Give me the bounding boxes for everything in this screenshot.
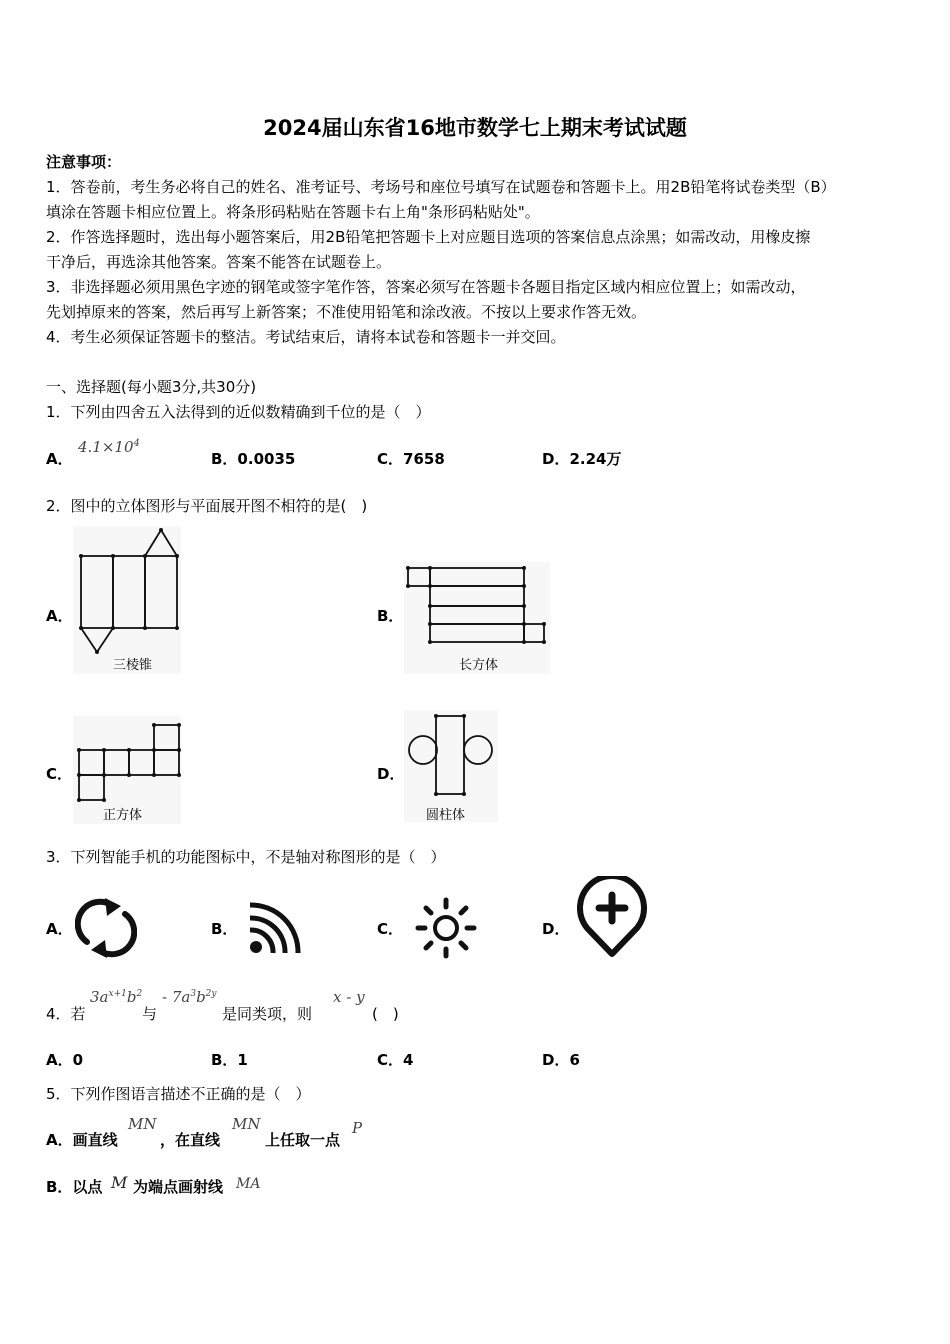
q5-a-point-p: P: [352, 1119, 363, 1137]
figure-caption: 圆柱体: [426, 808, 466, 823]
q4-option-b: B．1: [211, 1051, 248, 1069]
page-title: 2024届山东省16地市数学七上期末考试试题: [263, 116, 687, 140]
q4-expression: x - y: [333, 988, 365, 1006]
q2-option-d-label: D．: [377, 765, 405, 783]
q1-option-b: B．0.0035: [211, 450, 296, 468]
q1-option-c: C．7658: [377, 450, 445, 468]
figure-caption: 三棱锥: [113, 658, 153, 673]
q4-tail: 是同类项，则: [222, 1005, 313, 1023]
q4-term1: [90, 988, 142, 1006]
q4-term1-exp1: x+1: [108, 989, 127, 999]
q4-option-c: C．4: [377, 1051, 414, 1069]
figure-caption: 正方体: [103, 808, 143, 823]
q5-b-ray-ma: MA: [236, 1176, 261, 1192]
brightness-sun-icon: [414, 897, 478, 959]
notice-heading: 注意事项：: [46, 153, 122, 171]
q4-mid: 与: [142, 1005, 158, 1023]
question-5-stem: 5．下列作图语言描述不正确的是（ ）: [46, 1085, 311, 1103]
q4-term2-exp1: 3: [190, 989, 197, 999]
q5-option-a-mid: ，在直线: [160, 1131, 221, 1149]
wifi-signal-icon: [246, 900, 304, 958]
q1-a-exponent: 4: [133, 438, 140, 449]
cuboid-net-figure: [404, 562, 550, 674]
q1-option-d: D．2.24万: [542, 450, 622, 468]
add-location-pin-icon: [575, 876, 649, 958]
notice-line: 4．考生必须保证答题卡的整洁。考试结束后，请将本试卷和答题卡一并交回。: [46, 328, 566, 346]
q5-b-point-m: M: [111, 1173, 128, 1192]
cube-net-figure: [73, 716, 181, 824]
question-2-stem: 2．图中的立体图形与平面展开图不相符的是( ): [46, 497, 368, 515]
q3-option-c-label: C．: [377, 920, 404, 938]
q3-option-b-label: B．: [211, 920, 238, 938]
q1-option-a-math: [78, 438, 140, 456]
q5-a-line-mn: MN: [128, 1115, 157, 1133]
q4-term2-b: b: [196, 988, 206, 1006]
notice-line: 2．作答选择题时，选出每小题答案后，用2B铅笔把答题卡上对应题目选项的答案信息点涂黑；如需改动，用橡皮擦: [46, 228, 811, 246]
q4-option-d: D．6: [542, 1051, 580, 1069]
figure-caption: 长方体: [459, 658, 499, 673]
q5-a-line-mn-2: MN: [232, 1115, 261, 1133]
q4-term1-b: b: [126, 988, 137, 1006]
q1-a-base: 4.1×10: [78, 438, 134, 456]
q3-option-d-label: D．: [542, 920, 570, 938]
q5-option-b-mid: 为端点画射线: [133, 1178, 224, 1196]
q1-option-a-label: A．: [46, 450, 73, 468]
q4-term1-exp2: 2: [136, 989, 143, 999]
q5-option-b-prefix: B．以点: [46, 1178, 103, 1196]
q4-option-a: A．0: [46, 1051, 84, 1069]
q5-option-a-tail: 上任取一点: [265, 1131, 341, 1149]
q2-option-a-label: A．: [46, 607, 73, 625]
q4-paren: ( ): [372, 1005, 399, 1023]
notice-line: 3．非选择题必须用黑色字迹的钢笔或签字笔作答，答案必须写在答题卡各题目指定区域内相应位置上；如需改动，: [46, 278, 806, 296]
q4-term2: [162, 988, 216, 1006]
cylinder-net-figure: [404, 710, 498, 822]
q2-option-c-label: C．: [46, 765, 73, 783]
triangular-pyramid-net-figure: [73, 526, 181, 674]
notice-line: 1．答卷前，考生务必将自己的姓名、准考证号、考场号和座位号填写在试题卷和答题卡上。用2B铅笔将试卷类型（B）: [46, 178, 836, 196]
notice-line: 先划掉原来的答案，然后再写上新答案；不准使用铅笔和涂改液。不按以上要求作答无效。: [46, 303, 647, 321]
q3-option-a-label: A．: [46, 920, 73, 938]
q4-prefix: 4．若: [46, 1005, 86, 1023]
q4-term2-exp2: 2y: [205, 989, 217, 999]
section-heading: 一、选择题(每小题3分,共30分): [46, 378, 257, 396]
question-3-stem: 3．下列智能手机的功能图标中，不是轴对称图形的是（ ）: [46, 848, 446, 866]
refresh-icon: [75, 898, 137, 958]
question-1-stem: 1．下列由四舍五入法得到的近似数精确到千位的是（ ）: [46, 403, 431, 421]
notice-line: 干净后，再选涂其他答案。答案不能答在试题卷上。: [46, 253, 392, 271]
q2-option-b-label: B．: [377, 607, 404, 625]
q5-option-a-prefix: A．画直线: [46, 1131, 118, 1149]
notice-line: 填涂在答题卡相应位置上。将条形码粘贴在答题卡右上角"条形码粘贴处"。: [46, 203, 540, 221]
q4-term2-coef: - 7a: [162, 988, 191, 1006]
q4-term1-coef: 3a: [90, 988, 109, 1006]
